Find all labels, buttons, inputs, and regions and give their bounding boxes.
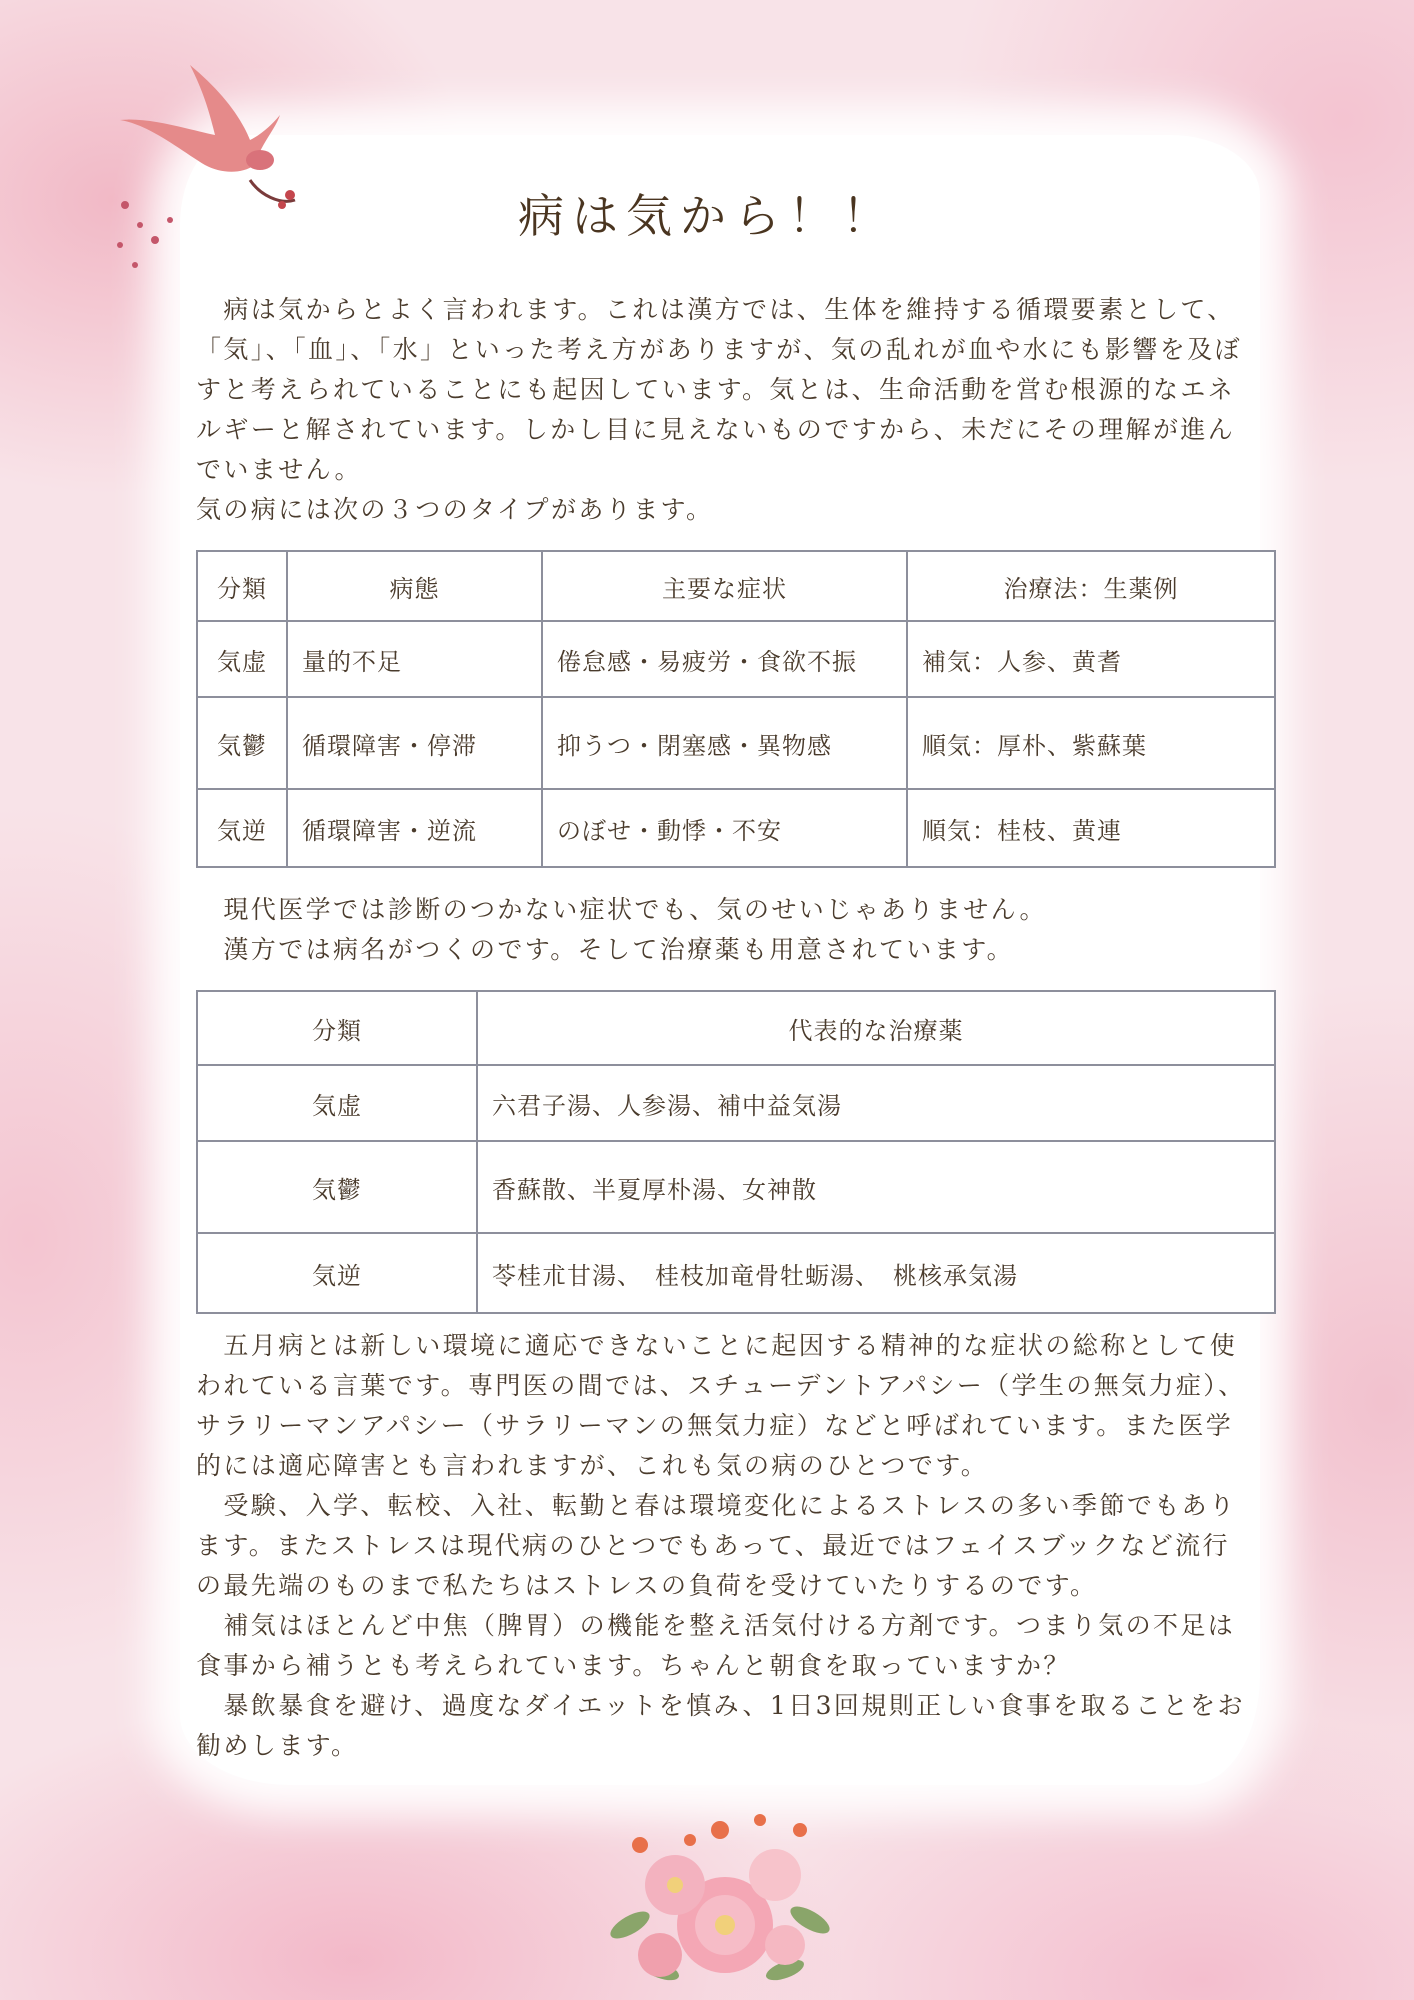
table-header-row: [197, 991, 1275, 1065]
table-cell: 順気：厚朴、紫蘇葉: [907, 697, 1275, 789]
table-cell: 香蘇散、半夏厚朴湯、女神散: [477, 1141, 1275, 1233]
table-header-cell: 分類: [197, 551, 287, 621]
intro-text: [196, 290, 1256, 530]
table-cell: 補気：人参、黄耆: [907, 621, 1275, 697]
table-cell: 気虚: [197, 621, 287, 697]
table-cell: 循環障害・停滞: [287, 697, 542, 789]
table-cell: 六君子湯、人参湯、補中益気湯: [477, 1065, 1275, 1141]
table-row: [197, 789, 1275, 867]
table-row: [197, 697, 1275, 789]
table-cell: 気虚: [197, 1065, 477, 1141]
table-cell: 苓桂朮甘湯、 桂枝加竜骨牡蛎湯、 桃核承気湯: [477, 1233, 1275, 1313]
table-cell: 量的不足: [287, 621, 542, 697]
table-cell: のぼせ・動悸・不安: [542, 789, 907, 867]
table-cell: 気鬱: [197, 697, 287, 789]
table-header-cell: 分類: [197, 991, 477, 1065]
table-cell: 抑うつ・閉塞感・異物感: [542, 697, 907, 789]
table-header-cell: 病態: [287, 551, 542, 621]
table-row: [197, 1065, 1275, 1141]
closing-paragraph: 五月病とは新しい環境に適応できないことに起因する精神的な症状の総称として使われている言葉です。専門医の間では、スチューデントアパシー（学生の無気力症）、サラリーマンアパシー（サラリーマンの無気力症）などと呼ばれています。また医学的には適応障害とも言われますが、これも気の病のひとつです。: [196, 1331, 1246, 1480]
middle-line: 漢方では病名がつくのです。そして治療薬も用意されています。: [196, 935, 1015, 964]
table-cell: 気逆: [197, 789, 287, 867]
table-row: [197, 1141, 1275, 1233]
table-cell: 倦怠感・易疲労・食欲不振: [542, 621, 907, 697]
table-cell: 気鬱: [197, 1141, 477, 1233]
remedies-table: [196, 990, 1276, 1314]
table-cell: 順気：桂枝、黄連: [907, 789, 1275, 867]
intro-lead: 気の病には次の３つのタイプがあります。: [196, 495, 714, 524]
page-title: 病は気から！！: [518, 189, 896, 243]
table-header-row: [197, 551, 1275, 621]
table-cell: 循環障害・逆流: [287, 789, 542, 867]
closing-paragraph: 暴飲暴食を避け、過度なダイエットを慎み、1日3回規則正しい食事を取ることをお勧めします。: [196, 1691, 1245, 1760]
middle-text: [196, 890, 1256, 970]
table-header-cell: 代表的な治療薬: [477, 991, 1275, 1065]
table-header-cell: 治療法：生薬例: [907, 551, 1275, 621]
table-cell: 気逆: [197, 1233, 477, 1313]
table-header-cell: 主要な症状: [542, 551, 907, 621]
bird-illustration: [110, 55, 310, 285]
table-row: [197, 1233, 1275, 1313]
closing-paragraph: 補気はほとんど中焦（脾胃）の機能を整え活気付ける方剤です。つまり気の不足は食事から補うとも考えられています。ちゃんと朝食を取っていますか？: [196, 1611, 1236, 1680]
intro-paragraph: 病は気からとよく言われます。これは漢方では、生体を維持する循環要素として、「気」、「血」、「水」といった考え方がありますが、気の乱れが血や水にも影響を及ぼすと考えられていることにも起因しています。気とは、生命活動を営む根源的なエネルギーと解されています。しかし目に見えないものですから、未だにその理解が進んでいません。: [196, 295, 1243, 484]
closing-paragraph: 受験、入学、転校、入社、転勤と春は環境変化によるストレスの多い季節でもあります。またストレスは現代病のひとつでもあって、最近ではフェイスブックなど流行の最先端のものまで私たちはストレスの負荷を受けていたりするのです。: [196, 1491, 1237, 1600]
ki-types-table: [196, 550, 1276, 868]
middle-line: 現代医学では診断のつかない症状でも、気のせいじゃありません。: [196, 895, 1047, 924]
flower-bouquet-illustration: [600, 1805, 840, 1995]
table-row: [197, 621, 1275, 697]
closing-text: [196, 1326, 1256, 1766]
